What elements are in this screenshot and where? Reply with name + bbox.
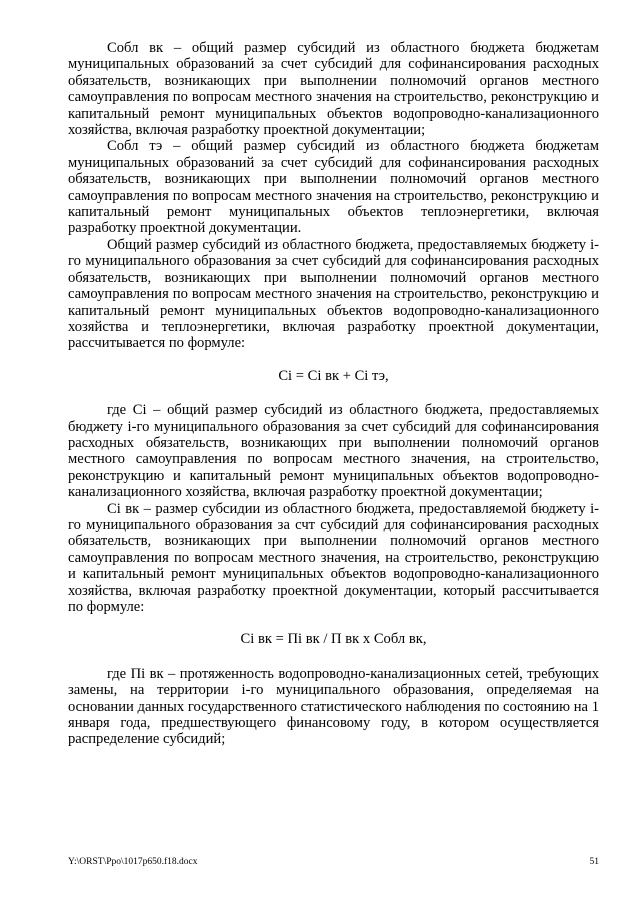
paragraph-pi-vk-definition: где Пi вк – протяженность водопроводно-канализационных сетей, требующих замены, на территории i-го муниципального образования, определяемая на основании данных государственного статистического наблюдения по состоянию на 1 января года, предшествующего финансовому году, в котором осуществляется распределение субсидий; — [68, 665, 599, 748]
paragraph-total-intro: Общий размер субсидий из областного бюджета, предоставляемых бюджету i-го муниципального образования за счет субсидий для софинансирования расходных обязательств, возникающих при выполнении полномочий органов местного самоуправления по вопросам местного значения на строительство, реконструкцию и капитальный ремонт муниципальных объектов водопроводно-канализационного хозяйства и теплоэнергетики, включая разработку проектной документации, рассчитывается по формуле: — [68, 236, 599, 352]
page-number: 51 — [589, 857, 599, 867]
footer-file-path: Y:\ORST\Ppo\1017p650.f18.docx — [68, 857, 198, 867]
paragraph-sobl-te: Собл тэ – общий размер субсидий из областного бюджета бюджетам муниципальных образований за счет субсидий для софинансирования расходных обязательств, возникающих при выполнении полномочий органов местного самоуправления по вопросам местного значения на строительство, реконструкцию и капитальный ремонт муниципальных объектов теплоэнергетики, включая разработку проектной документации. — [68, 138, 599, 237]
document-body — [68, 40, 599, 748]
paragraph-sobl-vk: Собл вк – общий размер субсидий из областного бюджета бюджетам муниципальных образований за счет субсидий для софинансирования расходных обязательств, возникающих при выполнении полномочий органов местного самоуправления по вопросам местного значения на строительство, реконструкцию и капитальный ремонт муниципальных объектов водопроводно-канализационного хозяйства, включая разработку проектной документации; — [68, 40, 599, 139]
paragraph-ci-vk-definition: Ci вк – размер субсидии из областного бюджета, предоставляемой бюджету i-го муниципального образования за счт субсидий для софинансирования расходных обязательств, возникающих при выполнении полномочий органов местного самоуправления по вопросам местного значения, на строительство, реконструкцию и капитальный ремонт муниципальных объектов водопроводно-канализационного хозяйства, включая разработку проектной документации, который рассчитывается по формуле: — [68, 500, 599, 615]
paragraph-ci-definition: где Ci – общий размер субсидий из областного бюджета, предоставляемых бюджету i-го муниципального образования за счет субсидий для софинансирования расходных обязательств, возникающих при выполнении полномочий органов местного самоуправления по вопросам местного значения, на строительство, реконструкцию и капитальный ремонт муниципальных объектов водопроводно-канализационного хозяйства, включая разработку проектной документации; — [68, 402, 599, 501]
formula-total: Ci = Ci вк + Ci тэ, — [278, 367, 389, 384]
formula-water: Ci вк = Пi вк / П вк х Собл вк, — [240, 631, 427, 648]
